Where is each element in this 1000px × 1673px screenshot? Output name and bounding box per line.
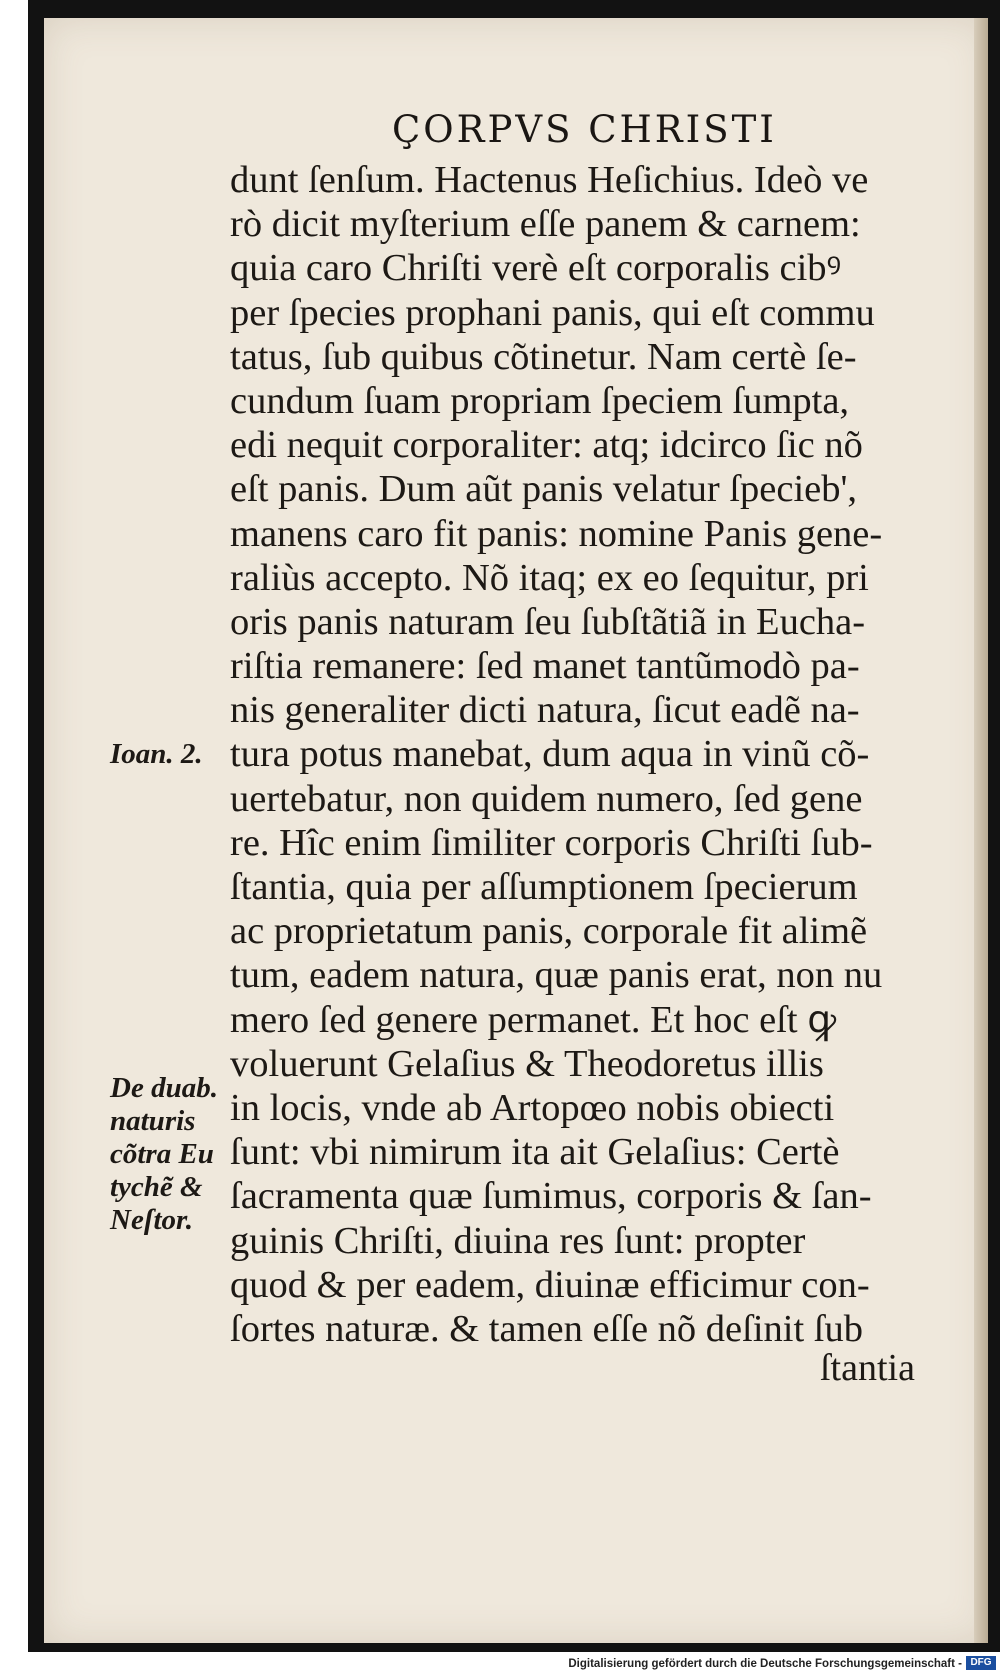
text-line: ac proprietatum panis, corporale fit alimẽ (230, 910, 868, 953)
text-line: ſtantia, quia per aſſumptionem ſpecierum (230, 866, 858, 908)
text-line: raliùs accepto. Nõ itaq; ex eo ſequitur, pri (230, 556, 869, 599)
text-line: voluerunt Gelaſius & Theodoretus illis (230, 1042, 824, 1085)
marginal-line: cõtra Eu (110, 1138, 214, 1170)
text-line: re. Hîc enim ſimiliter corporis Chriſti ſub- (230, 821, 873, 864)
funding-credit: Digitalisierung gefördert durch die Deutsche Forschungsgemeinschaft - (568, 1658, 962, 1670)
text-line: tura potus manebat, dum aqua in vinũ cõ- (230, 733, 870, 776)
dfg-logo: DFG (966, 1656, 996, 1670)
text-line: quia caro Chriſti verè eſt corporalis cibꝰ (230, 247, 842, 290)
text-line: guinis Chriſti, diuina res ſunt: propter (230, 1219, 806, 1262)
marginal-line: naturis (110, 1105, 196, 1137)
text-line: cundum ſuam propriam ſpeciem ſumpta, (230, 379, 850, 422)
text-line: riſtia remanere: ſed manet tantũmodò pa- (230, 645, 860, 688)
marginal-line: Neſtor. (110, 1204, 193, 1236)
marginal-note-john (110, 738, 240, 771)
text-line: uertebatur, non quidem numero, ſed gene (230, 777, 863, 820)
text-line: oris panis naturam ſeu ſubſtãtiã in Eucha- (230, 600, 866, 643)
text-line: tatus, ſub quibus cõtinetur. Nam certè ſe- (230, 335, 857, 378)
text-line: dunt ſenſum. Hactenus Heſichius. Ideò ve (230, 159, 869, 201)
marginal-line: tychẽ & (110, 1171, 203, 1203)
text-line: tum, eadem natura, quæ panis erat, non nu (230, 954, 883, 997)
text-line: in locis, vnde ab Artopœo nobis obiecti (230, 1086, 835, 1129)
text-line: eſt panis. Dum aũt panis velatur ſpecieb', (230, 468, 858, 511)
marginal-line: Ioan. 2. (110, 738, 203, 770)
text-line: mero ſed genere permanet. Et hoc eſt ꝙ (230, 998, 837, 1041)
text-line: edi nequit corporaliter: atq; idcirco ſic nõ (230, 424, 863, 467)
text-line: rò dicit myſterium eſſe panem & carnem: (230, 203, 861, 246)
text-line: per ſpecies prophani panis, qui eſt commu (230, 291, 875, 334)
page-edge (974, 18, 988, 1643)
marginal-line: De duab. (110, 1072, 218, 1104)
text-line: quod & per eadem, diuinæ efficimur con- (230, 1263, 870, 1306)
text-line: ſortes naturæ. & tamen eſſe nõ deſinit ſub (230, 1307, 863, 1350)
running-header: ÇORPVS CHRISTI (392, 108, 777, 151)
text-line: ſunt: vbi nimirum ita ait Gelaſius: Certè (230, 1131, 840, 1174)
main-text-block (230, 158, 920, 1351)
text-line: nis generaliter dicti natura, ſicut eadẽ na- (230, 689, 860, 732)
text-line: manens caro fit panis: nomine Panis gene- (230, 512, 883, 555)
digitization-footer (0, 1652, 1000, 1673)
catchword: ſtantia (820, 1347, 915, 1389)
text-line: ſacramenta quæ ſumimus, corporis & ſan- (230, 1175, 872, 1218)
marginal-note-two-natures (110, 1072, 240, 1237)
